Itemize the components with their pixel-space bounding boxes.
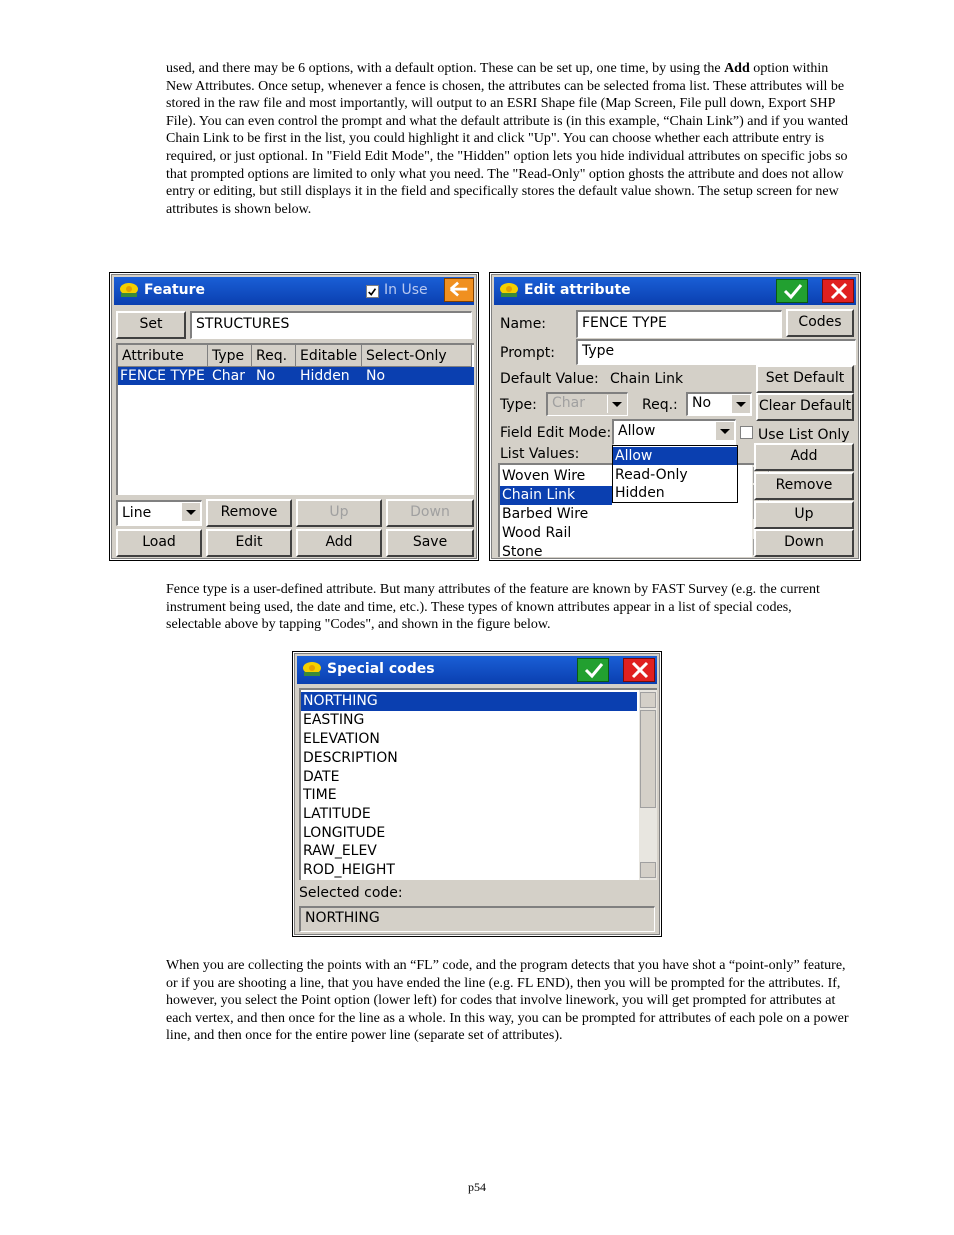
dropdown-option[interactable]: Hidden xyxy=(615,485,665,501)
special-codes-list[interactable] xyxy=(299,688,657,880)
check-icon xyxy=(367,287,378,298)
special-titlebar xyxy=(297,656,657,684)
codes-button[interactable]: Codes xyxy=(786,309,854,337)
mode-value: Line xyxy=(122,505,152,521)
col-attribute[interactable]: Attribute xyxy=(118,345,208,367)
chevron-down-icon[interactable] xyxy=(607,395,626,413)
use-list-only-label: Use List Only xyxy=(758,427,850,443)
list-item[interactable]: ROD_HEIGHT xyxy=(303,862,395,878)
ok-button[interactable] xyxy=(577,658,609,682)
field-edit-mode-label: Field Edit Mode: xyxy=(500,425,612,441)
page-number: p54 xyxy=(468,1180,486,1194)
feature-title: Feature xyxy=(144,282,205,298)
name-field[interactable]: FENCE TYPE xyxy=(576,310,782,338)
list-item[interactable]: Woven Wire xyxy=(502,468,586,484)
col-select-only[interactable]: Select-Only xyxy=(362,345,472,367)
close-icon xyxy=(630,661,650,679)
add-value-button[interactable]: Add xyxy=(754,443,854,471)
edit-attribute-dialog xyxy=(491,274,859,559)
default-value: Chain Link xyxy=(610,371,684,387)
ok-button[interactable] xyxy=(776,279,808,303)
field-edit-mode-dropdown[interactable] xyxy=(612,445,738,503)
selected-code-field[interactable]: NORTHING xyxy=(299,906,655,932)
type-value: Char xyxy=(552,395,585,411)
edit-title: Edit attribute xyxy=(524,282,631,298)
prompt-label: Prompt: xyxy=(500,345,555,361)
clear-default-button[interactable]: Clear Default xyxy=(756,393,854,421)
special-codes-dialog-frame xyxy=(292,651,662,937)
use-list-only-checkbox[interactable] xyxy=(740,426,753,439)
list-item[interactable]: EASTING xyxy=(303,712,365,728)
scroll-up-icon[interactable] xyxy=(640,692,656,708)
special-codes-paragraph: Fence type is a user-defined attribute. But many attributes of the feature are known by FAST Survey (e.g. the current instrument being used, the date and time, etc.). These types of known attributes appear in a list of special codes, selectable above by tapping "Codes", and shown in the figure below. xyxy=(166,582,820,633)
attribute-table[interactable] xyxy=(116,343,474,495)
set-default-button[interactable]: Set Default xyxy=(756,365,854,393)
load-button[interactable]: Load xyxy=(116,529,202,557)
default-value-label: Default Value: xyxy=(500,371,599,387)
req-label: Req.: xyxy=(642,397,678,413)
edit-titlebar xyxy=(494,277,856,305)
down-button[interactable]: Down xyxy=(386,499,474,527)
special-codes-dialog xyxy=(294,653,660,935)
scrollbar[interactable] xyxy=(639,690,657,880)
intro-paragraph: used, and there may be 6 options, with a default option. These can be set up, one time, by using the Add option within New Attributes. Once setup, whenever a fence is chosen, the attributes can be selected froma list. These attributes will be stored in the raw file and most importantly, will output to an ESRI Shape file (Map Screen, File pull down, Export SHP File). You can even control the prompt and what the default attribute is (in this example, “Chain Link”) and if you wanted Chain Link to be first in the list, you could highlight it and click "Up". You can choose whether each attribute entry is required, or just optional. In "Field Edit Mode", the "Hidden" option lets you hide individual attributes on specific jobs so that prompted options are limited to only what you need. The "Read-Only" option ghosts the attribute and does not allow entry or editing, but still displays it in the field and specifically stores the default value shown. The setup screen for new attributes is shown below. xyxy=(166,61,848,217)
list-item[interactable]: DATE xyxy=(303,769,340,785)
back-button[interactable] xyxy=(444,278,474,302)
edit-attribute-dialog-frame xyxy=(489,272,861,561)
set-button[interactable]: Set xyxy=(116,311,186,339)
req-select[interactable] xyxy=(686,392,752,416)
list-item[interactable]: DESCRIPTION xyxy=(303,750,398,766)
in-use-checkbox[interactable] xyxy=(366,285,379,298)
selected-code-label: Selected code: xyxy=(299,885,403,901)
req-value: No xyxy=(692,395,712,411)
special-title: Special codes xyxy=(327,661,435,677)
type-label: Type: xyxy=(500,397,537,413)
feature-dialog-frame xyxy=(109,272,479,561)
scroll-thumb[interactable] xyxy=(640,710,656,808)
cell-editable: Hidden xyxy=(300,368,350,384)
chevron-down-icon[interactable] xyxy=(715,422,734,440)
arrow-left-icon xyxy=(445,279,473,301)
in-use-label: In Use xyxy=(384,282,428,298)
col-type[interactable]: Type xyxy=(208,345,252,367)
table-row[interactable] xyxy=(118,367,474,385)
check-icon xyxy=(783,282,803,300)
list-item[interactable]: TIME xyxy=(303,787,337,803)
feature-dialog xyxy=(111,274,477,559)
close-icon xyxy=(829,282,849,300)
col-req[interactable]: Req. xyxy=(252,345,296,367)
field-edit-mode-value: Allow xyxy=(618,423,656,439)
cancel-button[interactable] xyxy=(822,279,854,303)
list-item[interactable]: LONGITUDE xyxy=(303,825,386,841)
type-select[interactable] xyxy=(546,392,628,416)
list-item[interactable]: Chain Link xyxy=(500,486,612,505)
cell-type: Char xyxy=(212,368,245,384)
field-edit-mode-select[interactable] xyxy=(612,419,736,445)
list-item[interactable]: RAW_ELEV xyxy=(303,843,377,859)
collection-paragraph: When you are collecting the points with an “FL” code, and the program detects that you have shot a “point-only” feature, or if you are shooting a line, that you have ended the line (e.g. FL END), then you will be prompted for the attributes. If, however, you select the Point option (lower left) for codes that involve linework, you will get prompted for attributes at each vertex, and then once for the line as a whole. In this way, you can be prompted for attributes of each pole on a power line, and then once for the entire power line (separate set of attributes). xyxy=(166,958,849,1044)
cell-select-only: No xyxy=(366,368,386,384)
app-logo-icon xyxy=(118,280,140,302)
up-button[interactable]: Up xyxy=(296,499,382,527)
list-item[interactable]: Stone xyxy=(502,544,543,557)
list-item[interactable]: NORTHING xyxy=(301,692,637,711)
remove-button[interactable]: Remove xyxy=(206,499,292,527)
dropdown-option[interactable]: Allow xyxy=(613,447,737,465)
cell-attribute: FENCE TYPE xyxy=(120,368,205,384)
chevron-down-icon[interactable] xyxy=(181,503,200,521)
list-item[interactable]: Wood Rail xyxy=(502,525,572,541)
dropdown-option[interactable]: Read-Only xyxy=(615,467,688,483)
up-value-button[interactable]: Up xyxy=(754,501,854,529)
app-logo-icon xyxy=(498,280,520,302)
feature-name-field[interactable]: STRUCTURES xyxy=(190,311,472,339)
feature-titlebar xyxy=(114,277,474,305)
check-icon xyxy=(584,661,604,679)
col-editable[interactable]: Editable xyxy=(296,345,362,367)
app-logo-icon xyxy=(301,659,323,681)
edit-button[interactable]: Edit xyxy=(206,529,292,557)
list-item[interactable]: Barbed Wire xyxy=(502,506,589,522)
list-item[interactable]: ELEVATION xyxy=(303,731,380,747)
list-values-label: List Values: xyxy=(500,446,580,462)
down-value-button[interactable]: Down xyxy=(754,529,854,557)
add-button[interactable]: Add xyxy=(296,529,382,557)
prompt-field[interactable]: Type xyxy=(576,339,856,365)
save-button[interactable]: Save xyxy=(386,529,474,557)
cancel-button[interactable] xyxy=(623,658,655,682)
remove-value-button[interactable]: Remove xyxy=(754,472,854,500)
list-item[interactable]: LATITUDE xyxy=(303,806,371,822)
scroll-down-icon[interactable] xyxy=(640,862,656,878)
mode-select[interactable] xyxy=(116,500,202,526)
cell-req: No xyxy=(256,368,276,384)
name-label: Name: xyxy=(500,316,547,332)
chevron-down-icon[interactable] xyxy=(731,395,750,413)
